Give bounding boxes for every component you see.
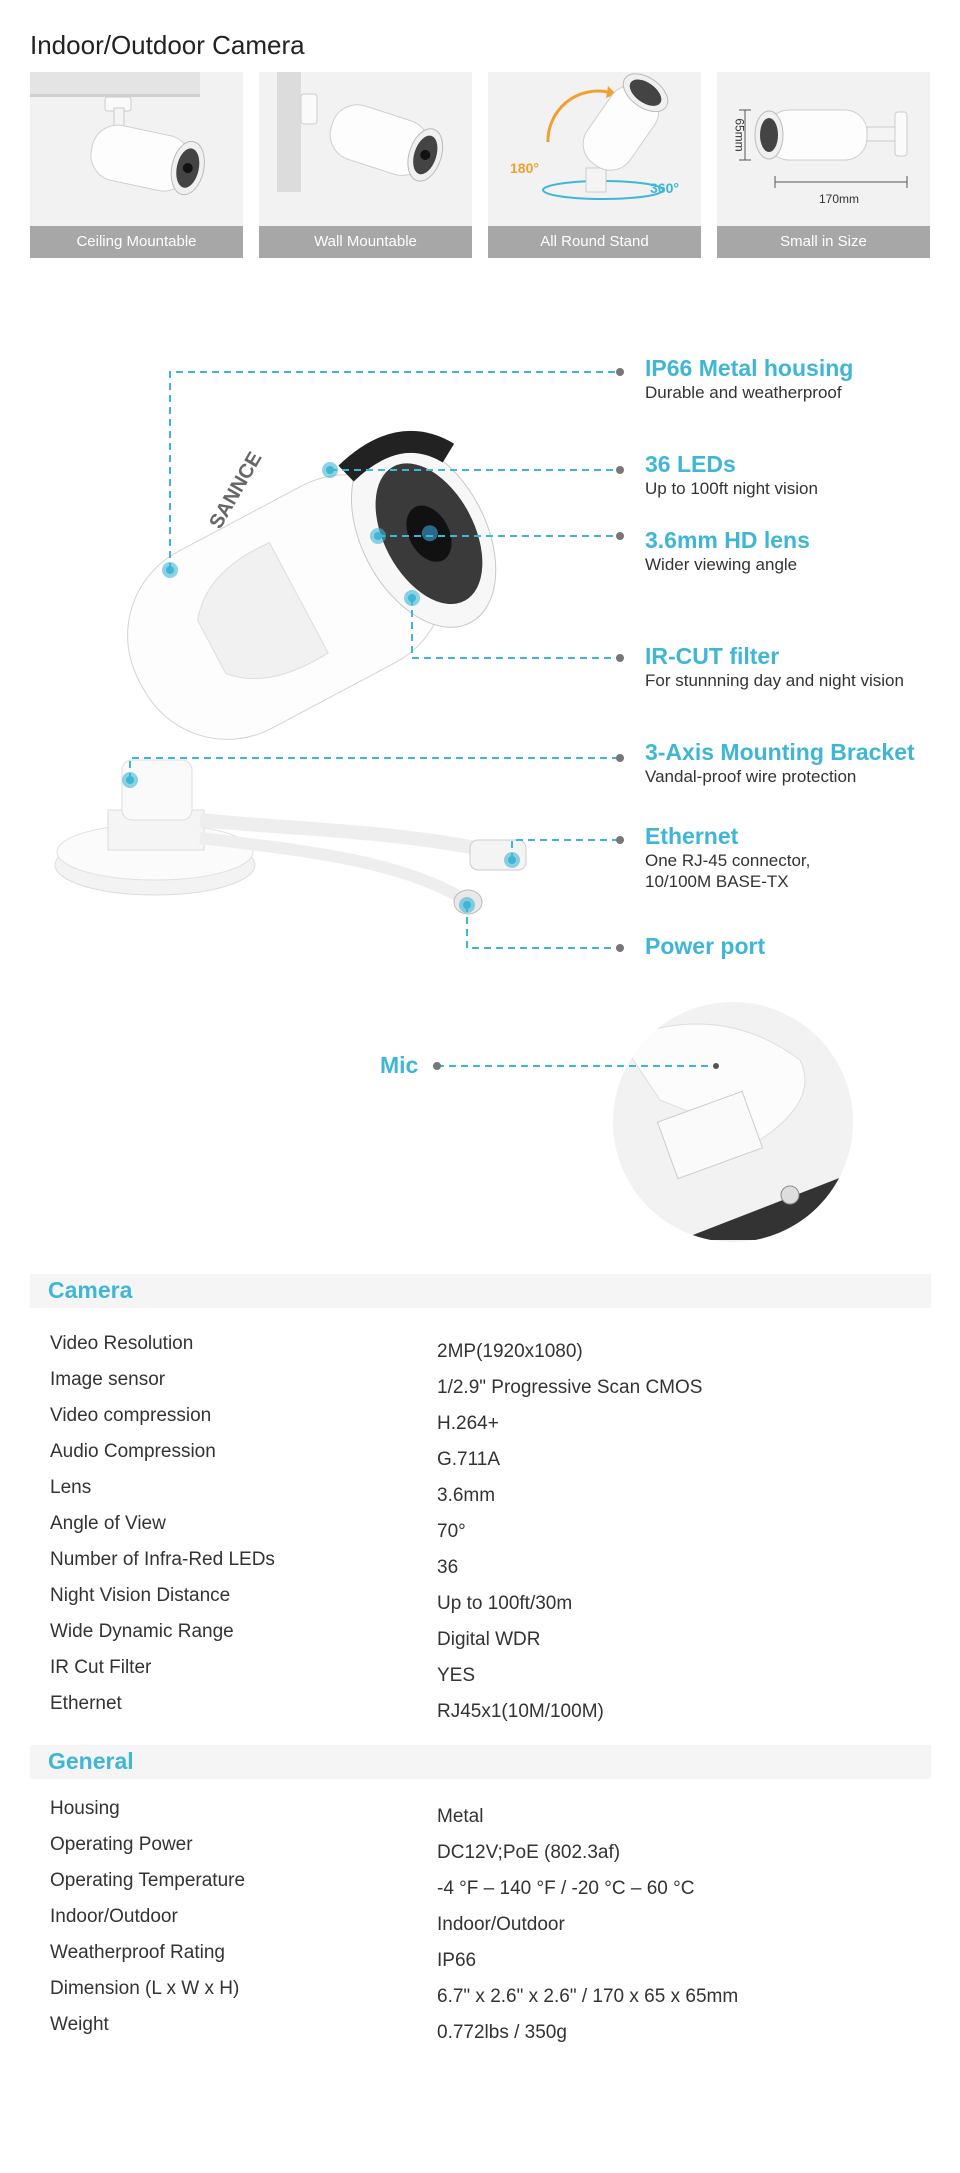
spec-value: 6.7" x 2.6" x 2.6" / 170 x 65 x 65mm xyxy=(437,1986,739,2007)
table-row xyxy=(0,1513,960,1549)
feature-bracket xyxy=(645,738,915,787)
feature-desc: Wider viewing angle xyxy=(645,555,798,574)
feature-title: IP66 Metal housing xyxy=(645,355,854,381)
spec-value: 3.6mm xyxy=(437,1485,496,1506)
spec-value: Up to 100ft/30m xyxy=(437,1593,573,1614)
feature-lens xyxy=(645,526,810,575)
spec-value: Metal xyxy=(437,1806,484,1827)
spec-key: Audio Compression xyxy=(50,1441,216,1462)
feature-title: Power port xyxy=(645,933,766,959)
thumbnail-stand[interactable] xyxy=(488,72,701,258)
table-row xyxy=(0,2014,960,2050)
feature-title: 3-Axis Mounting Bracket xyxy=(645,739,915,765)
table-row xyxy=(0,1441,960,1477)
angle-180-label: 180° xyxy=(510,160,539,176)
feature-desc: Durable and weatherproof xyxy=(645,383,842,402)
width-dimension: 170mm xyxy=(819,192,860,206)
spec-key: Ethernet xyxy=(50,1693,122,1714)
spec-value: YES xyxy=(437,1665,476,1686)
table-row xyxy=(0,1942,960,1978)
table-row xyxy=(0,1906,960,1942)
height-dimension: 65mm xyxy=(732,118,747,152)
table-row xyxy=(0,1369,960,1405)
table-row xyxy=(0,1585,960,1621)
stand-camera-image xyxy=(488,72,701,226)
mic-label: Mic xyxy=(380,1052,419,1078)
spec-value: Indoor/Outdoor xyxy=(437,1914,565,1935)
table-row xyxy=(0,1693,960,1729)
spec-value: 1/2.9" Progressive Scan CMOS xyxy=(437,1377,703,1398)
table-row xyxy=(0,1870,960,1906)
feature-desc: Vandal-proof wire protection xyxy=(645,767,857,786)
feature-desc: For stunnning day and night vision xyxy=(645,671,904,690)
page-title: Indoor/Outdoor Camera xyxy=(30,30,305,60)
spec-key: Dimension (L x W x H) xyxy=(50,1978,240,1999)
thumbnail-caption: Small in Size xyxy=(717,226,930,258)
spec-key: Angle of View xyxy=(50,1513,166,1534)
feature-title: 36 LEDs xyxy=(645,451,736,477)
feature-title: 3.6mm HD lens xyxy=(645,527,810,553)
thumbnail-caption: Wall Mountable xyxy=(259,226,472,258)
wall-camera-image xyxy=(259,72,472,226)
spec-key: Wide Dynamic Range xyxy=(50,1621,234,1642)
spec-value: -4 °F – 140 °F / -20 °C – 60 °C xyxy=(437,1878,695,1899)
table-row xyxy=(0,1405,960,1441)
spec-value: 70° xyxy=(437,1521,466,1542)
feature-desc: One RJ-45 connector, xyxy=(645,851,811,870)
spec-key: Night Vision Distance xyxy=(50,1585,231,1606)
spec-value: RJ45x1(10M/100M) xyxy=(437,1701,604,1722)
spec-key: Video compression xyxy=(50,1405,212,1426)
thumbnail-size[interactable] xyxy=(717,72,930,258)
thumbnail-ceiling[interactable] xyxy=(30,72,243,258)
feature-desc: Up to 100ft night vision xyxy=(645,479,818,498)
feature-title: IR-CUT filter xyxy=(645,643,780,669)
table-row xyxy=(0,1549,960,1585)
spec-value: H.264+ xyxy=(437,1413,499,1434)
spec-key: Weatherproof Rating xyxy=(50,1942,225,1963)
spec-value: 0.772lbs / 350g xyxy=(437,2022,567,2043)
spec-key: Operating Temperature xyxy=(50,1870,246,1891)
section-title: Camera xyxy=(48,1277,133,1303)
feature-leds xyxy=(645,450,818,499)
spec-key: IR Cut Filter xyxy=(50,1657,152,1678)
section-title: General xyxy=(48,1748,134,1774)
thumbnail-caption: Ceiling Mountable xyxy=(30,226,243,258)
spec-key: Operating Power xyxy=(50,1834,193,1855)
spec-key: Housing xyxy=(50,1798,120,1819)
table-row xyxy=(0,1657,960,1693)
feature-ethernet xyxy=(645,822,810,892)
spec-value: IP66 xyxy=(437,1950,477,1971)
section-camera-header xyxy=(30,1274,931,1308)
thumbnail-wall[interactable] xyxy=(259,72,472,258)
spec-key: Number of Infra-Red LEDs xyxy=(50,1549,275,1570)
feature-title: Ethernet xyxy=(645,823,739,849)
spec-key: Video Resolution xyxy=(50,1333,194,1354)
angle-360-label: 360° xyxy=(650,180,679,196)
feature-diagram xyxy=(0,340,960,1260)
spec-value: Digital WDR xyxy=(437,1629,541,1650)
table-row xyxy=(0,1978,960,2014)
feature-power xyxy=(645,932,765,960)
spec-value: G.711A xyxy=(437,1449,501,1470)
spec-value: 36 xyxy=(437,1557,459,1578)
spec-key: Lens xyxy=(50,1477,92,1498)
feature-housing xyxy=(645,354,853,403)
spec-value: DC12V;PoE (802.3af) xyxy=(437,1842,621,1863)
table-row xyxy=(0,1834,960,1870)
brand-logo: SANNCE xyxy=(205,448,267,533)
feature-desc-2: 10/100M BASE-TX xyxy=(645,872,789,891)
ceiling-camera-image xyxy=(30,72,243,226)
feature-ircut xyxy=(645,642,904,691)
spec-key: Indoor/Outdoor xyxy=(50,1906,178,1927)
spec-value: 2MP(1920x1080) xyxy=(437,1341,583,1362)
spec-key: Image sensor xyxy=(50,1369,166,1390)
thumbnail-gallery xyxy=(30,72,931,258)
thumbnail-caption: All Round Stand xyxy=(488,226,701,258)
spec-key: Weight xyxy=(50,2014,109,2035)
section-general-header xyxy=(30,1745,931,1779)
table-row xyxy=(0,1798,960,1834)
table-row xyxy=(0,1477,960,1513)
table-row xyxy=(0,1621,960,1657)
table-row xyxy=(0,1333,960,1369)
